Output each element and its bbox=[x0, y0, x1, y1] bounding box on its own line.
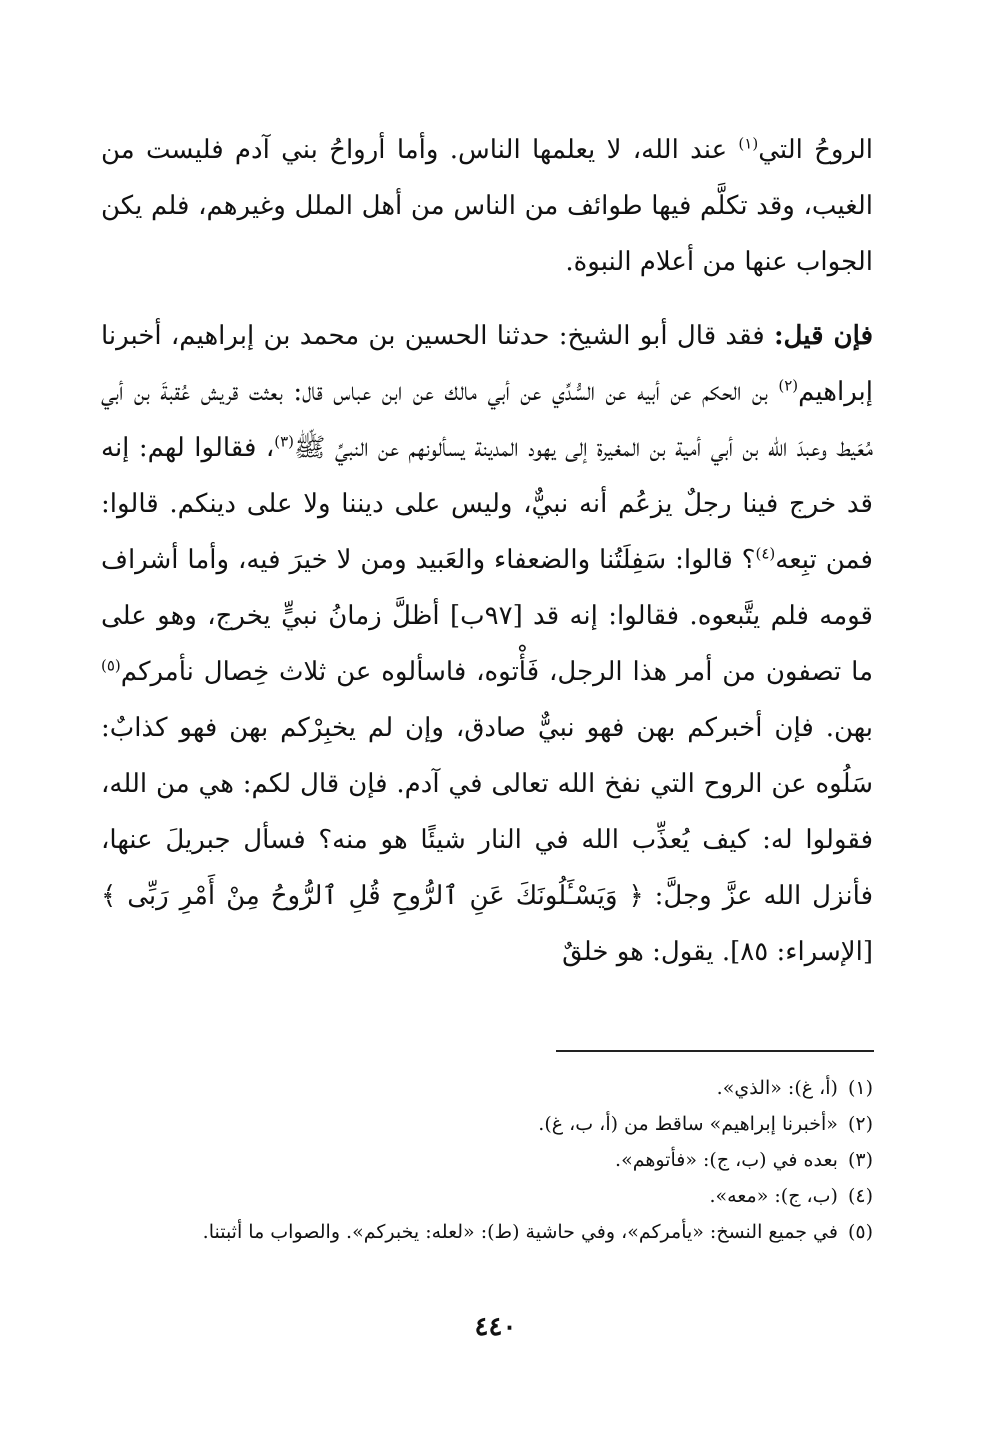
footnote-number: (٤) bbox=[847, 1185, 873, 1207]
paragraph-text: فقد قال أبو الشيخ: حدثنا الحسين بن محمد بن إبراهيم، أخبرنا إبراهيم bbox=[101, 321, 873, 407]
body-paragraph-2 bbox=[101, 308, 873, 980]
footnote-item bbox=[73, 1142, 873, 1178]
footnote-text: بعده في (ب، ج): «فأتوهم». bbox=[615, 1149, 838, 1171]
footnote-text: (ب، ج): «معه». bbox=[709, 1185, 838, 1207]
footnote-ref-5: (٥) bbox=[101, 656, 121, 675]
paragraph-text: ، فقالوا لهم: إنه قد خرج فينا رجلٌ يزعُم أنه نبيٌّ، وليس على ديننا ولا على دينكم. قالوا: فمن تبِعه bbox=[101, 433, 873, 575]
page-number: ٤٤٠ bbox=[474, 1312, 517, 1342]
footnote-number: (٢) bbox=[847, 1113, 873, 1135]
footnote-item bbox=[73, 1178, 873, 1214]
footnote-ref-2: (٢) bbox=[778, 376, 799, 395]
footnote-divider bbox=[556, 1050, 874, 1052]
footnotes-list bbox=[73, 1070, 873, 1250]
footnote-text: «أخبرنا إبراهيم» ساقط من (أ، ب، غ). bbox=[538, 1113, 838, 1135]
paragraph-text: بهن. فإن أخبركم بهن فهو نبيٌّ صادق، وإن لم يخبِرْكم بهن فهو كذابٌ: سَلُوه عن الروح التي نفخ الله تعالى في آدم. فإن قال لكم: هي من الله، فقولوا له: كيف يُعذِّب الله في النار شيئًا هو منه؟ فسأل جبريلَ عنها، فأنزل الله عزَّ وجلَّ: ﴿ وَيَسْـَٔلُونَكَ عَنِ ٱلرُّوحِ قُلِ ٱلرُّوحُ مِنْ أَمْرِ رَبِّى ﴾ [الإسراء: ٨٥]. يقول: هو خلقٌ bbox=[101, 713, 874, 967]
footnote-item bbox=[73, 1070, 873, 1106]
paragraph-lead: فإن قيل: bbox=[773, 321, 874, 351]
paragraph-text: بن الحكم عن أبيه عن السُّدِّي عن أبي مالك عن ابن عباس قال: بعثت قريش عُقبةَ بن أبي مُعَيط وعبدَ الله بن أبي أمية بن المغيرة إلى يهود المدينة يسألونهم عن النبيِّ ﷺ bbox=[101, 377, 873, 463]
footnote-item bbox=[73, 1106, 873, 1142]
footnote-number: (٣) bbox=[847, 1149, 873, 1171]
footnote-ref-3: (٣) bbox=[274, 432, 295, 451]
body-paragraph-1 bbox=[101, 122, 873, 290]
footnote-text: (أ، غ): «الذي». bbox=[716, 1077, 838, 1099]
footnote-number: (٥) bbox=[847, 1221, 873, 1243]
paragraph-text: الروحُ التي bbox=[758, 135, 873, 165]
footnote-item bbox=[73, 1214, 873, 1250]
paragraph-text: ؟ قالوا: سَفِلَتُنا والضعفاء والعَبيد ومن لا خيرَ فيه، وأما أشراف قومه فلم يتَّبعوه. فقالوا: إنه قد [٩٧ب] أظلَّ زمانُ نبيٍّ يخرج، وهو على ما تصفون من أمر هذا الرجل، فَأْتوه، فاسألوه عن ثلاث خِصال نأمركم bbox=[101, 545, 873, 687]
footnote-ref-1: (١) bbox=[738, 134, 759, 153]
footnote-text: في جميع النسخ: «يأمركم»، وفي حاشية (ط): «لعله: يخبركم». والصواب ما أثبتنا. bbox=[202, 1221, 838, 1243]
footnote-number: (١) bbox=[847, 1077, 873, 1099]
paragraph-text: عند الله، لا يعلمها الناس. وأما أرواحُ بني آدم فليست من الغيب، وقد تكلَّم فيها طوائف من الناس من أهل الملل وغيرهم، فلم يكن الجواب عنها من أعلام النبوة. bbox=[101, 135, 873, 277]
footnote-ref-4: (٤) bbox=[755, 544, 776, 563]
